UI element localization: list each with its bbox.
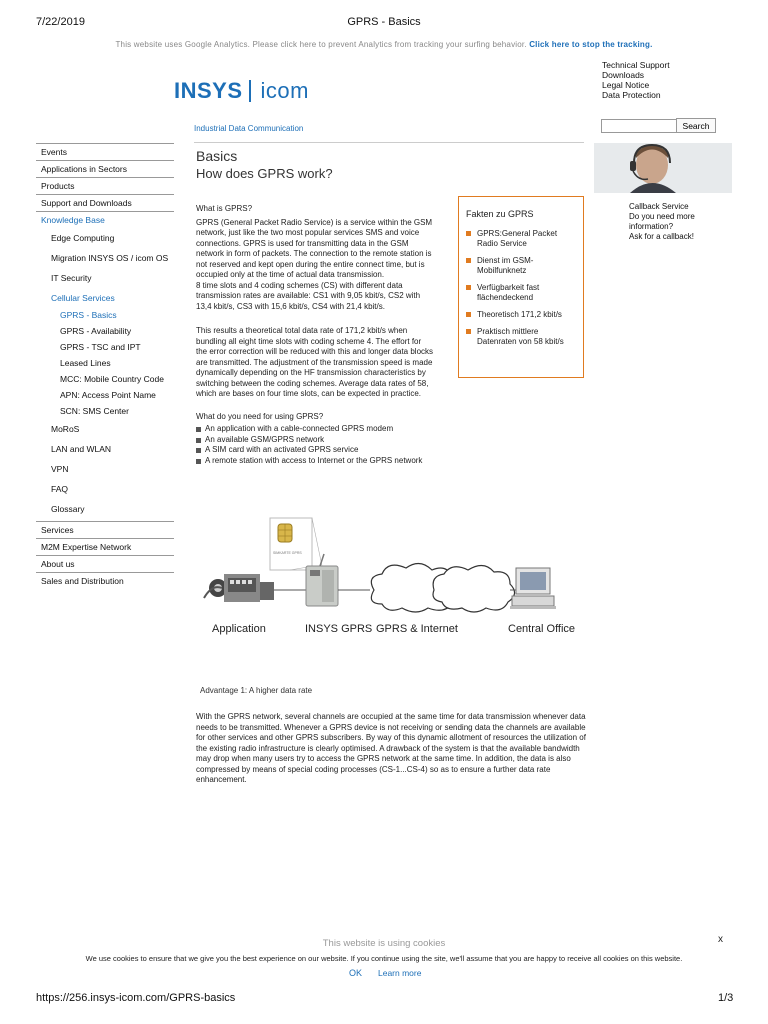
downloads-link[interactable]: Downloads [602, 70, 645, 80]
list-item: An available GSM/GPRS network [196, 435, 446, 446]
top-links [602, 60, 670, 100]
sim-caption: SIMKARTE GPRS [273, 551, 302, 555]
insys-icom-logo[interactable]: INSYS icom [174, 78, 309, 103]
header-divider [194, 142, 584, 143]
nav-vpn[interactable]: VPN [51, 464, 69, 474]
data-protection-link[interactable]: Data Protection [602, 90, 661, 100]
nav-about-us[interactable]: About us [36, 556, 174, 573]
support-agent-photo[interactable] [594, 143, 732, 193]
search-input[interactable] [601, 119, 677, 133]
facts-box [458, 196, 584, 378]
nav-lan-and-wlan[interactable]: LAN and WLAN [51, 444, 111, 454]
nav-applications-in-sectors[interactable]: Applications in Sectors [36, 161, 174, 178]
nav-mcc[interactable]: MCC: Mobile Country Code [60, 374, 164, 384]
cookie-banner-text: We use cookies to ensure that we give you the best experience on our website. If you continue using the site, we'll assume that you are happy to receive all cookies on this website. [85, 954, 683, 963]
page-subtitle: How does GPRS work? [196, 166, 333, 181]
facts-title: Fakten zu GPRS [466, 209, 534, 219]
print-title: GPRS - Basics [347, 16, 421, 28]
list-item: An application with a cable-connected GPRS modem [196, 424, 446, 435]
sim-card-icon [270, 518, 322, 570]
nav-it-security[interactable]: IT Security [51, 273, 92, 283]
legal-notice-link[interactable]: Legal Notice [602, 80, 650, 90]
list-item: A remote station with access to Internet or the GPRS network [196, 456, 446, 467]
central-office-computer-icon [510, 568, 556, 609]
advantage-paragraph: With the GPRS network, several channels are occupied at the same time for data transmission whenever data needs to be transmitted. Whenever a GPRS device is not receiving or sending data the channels are available for other services and other GPRS subscribers. By way of this dynamic allotment of resources the utilization of the existing radio infrastructure is clearly optimised. A drawback of the system is that the available bandwidth may drop when many users try to access the GPRS network at the same time. In addition, the data is also compressed by means of special coding processes (CS-1...CS-4) so as to ensure a further data rate enhancement. [196, 712, 586, 784]
cookie-ok-button[interactable]: OK [349, 968, 363, 978]
diagram-label-internet: GPRS & Internet [376, 623, 458, 635]
advantage-title: Advantage 1: A higher data rate [200, 686, 313, 695]
print-page-number: 1/3 [718, 992, 734, 1004]
diagram-label-insys: INSYS GPRS [305, 623, 373, 635]
slots-paragraph: 8 time slots and 4 coding schemes (CS) with different data transmission rates are available: CS1 with 9,05 kbit/s, CS2 with 13,4 kbit/s, CS3 with 15,6 kbit/s, CS4 with 21,4 kbit/s. [196, 280, 421, 311]
technical-support-link[interactable]: Technical Support [602, 60, 670, 70]
nav-gprs-basics[interactable]: GPRS - Basics [60, 310, 117, 320]
nav-services[interactable]: Services [36, 522, 174, 539]
list-item: Theoretisch 171,2 kbit/s [466, 310, 577, 320]
callback-title: Callback Service [629, 202, 689, 211]
diagram-label-application: Application [212, 623, 266, 635]
nav-faq[interactable]: FAQ [51, 484, 69, 494]
list-item: Dienst im GSM-Mobilfunknetz [466, 256, 577, 276]
tagline: Industrial Data Communication [194, 124, 304, 133]
requirements-list [196, 424, 446, 466]
cookie-banner-title: This website is using cookies [322, 938, 446, 949]
logo-divider [249, 80, 251, 102]
what-is-heading: What is GPRS? [196, 204, 253, 213]
search-button[interactable]: Search [676, 118, 716, 133]
intro-paragraph: GPRS (General Packet Radio Service) is a service within the GSM network, just like the two most popular services SMS and voice connections. GPRS is used for transmitting data in the GSM network in form of packets. The connection to the remote station is not reserved and kept open during the entire connect time, but is occupied only at the time of actual data transmission. [196, 217, 433, 279]
nav-glossary[interactable]: Glossary [36, 501, 174, 522]
callback-link[interactable]: Ask for a callback! [629, 232, 694, 241]
nav-m2m-expertise-network[interactable]: M2M Expertise Network [36, 539, 174, 556]
nav-scn[interactable]: SCN: SMS Center [60, 406, 129, 416]
nav-support-and-downloads[interactable]: Support and Downloads [36, 195, 174, 212]
nav-knowledge-base[interactable]: Knowledge Base [41, 215, 105, 225]
nav-migration[interactable]: Migration INSYS OS / icom OS [51, 253, 169, 263]
nav-gprs-availability[interactable]: GPRS - Availability [60, 326, 132, 336]
nav-leased-lines[interactable]: Leased Lines [60, 358, 111, 368]
stop-tracking-link[interactable]: Click here to stop the tracking. [529, 40, 653, 49]
close-icon[interactable]: x [718, 934, 723, 945]
list-item: Praktisch mittlere Datenraten von 58 kbit/s [466, 327, 577, 347]
print-date: 7/22/2019 [36, 16, 85, 28]
application-machine-icon [204, 574, 274, 602]
print-url: https://256.insys-icom.com/GPRS-basics [36, 992, 236, 1004]
analytics-notice [0, 40, 768, 49]
callback-question: Do you need more information? [629, 212, 695, 231]
nav-products[interactable]: Products [36, 178, 174, 195]
nav-edge-computing[interactable]: Edge Computing [51, 233, 115, 243]
nav-cellular-services[interactable]: Cellular Services [51, 293, 115, 303]
page-title: Basics [196, 148, 238, 164]
sidebar-nav [36, 143, 174, 589]
internet-cloud-icon [371, 563, 514, 612]
cookie-learn-more-link[interactable]: Learn more [378, 968, 422, 978]
nav-moros[interactable]: MoRoS [51, 424, 80, 434]
nav-gprs-tsc-and-ipt[interactable]: GPRS - TSC and IPT [60, 342, 141, 352]
nav-sales-and-distribution[interactable]: Sales and Distribution [41, 576, 124, 586]
facts-list [459, 229, 583, 347]
support-agent-image [594, 143, 732, 193]
diagram-label-central-office: Central Office [508, 623, 576, 635]
list-item: Verfügbarkeit fast flächendeckend [466, 283, 577, 303]
gprs-diagram [194, 514, 584, 654]
nav-apn[interactable]: APN: Access Point Name [60, 390, 156, 400]
need-heading: What do you need for using GPRS? [196, 411, 324, 421]
callback-service[interactable] [629, 202, 709, 242]
analytics-text: This website uses Google Analytics. Please click here to prevent Analytics from tracking your surfing behavior. [115, 40, 527, 49]
theoretical-paragraph: This results a theoretical total data rate of 171,2 kbit/s when bundling all eight time slots with coding scheme 4. The effort for the error correction will be reduced with this and longer data blocks are transmitted. The adjustment of the transmission speed is made dynamically depending on the HF transmission characteristics by switching between the coding schemes. Average data rates of 58, which are bases on four time slots, can be expected in practice. [196, 326, 434, 398]
main-content [196, 204, 434, 466]
nav-events[interactable]: Events [36, 143, 174, 161]
list-item: GPRS:General Packet Radio Service [466, 229, 577, 249]
list-item: A SIM card with an activated GPRS service [196, 445, 446, 456]
